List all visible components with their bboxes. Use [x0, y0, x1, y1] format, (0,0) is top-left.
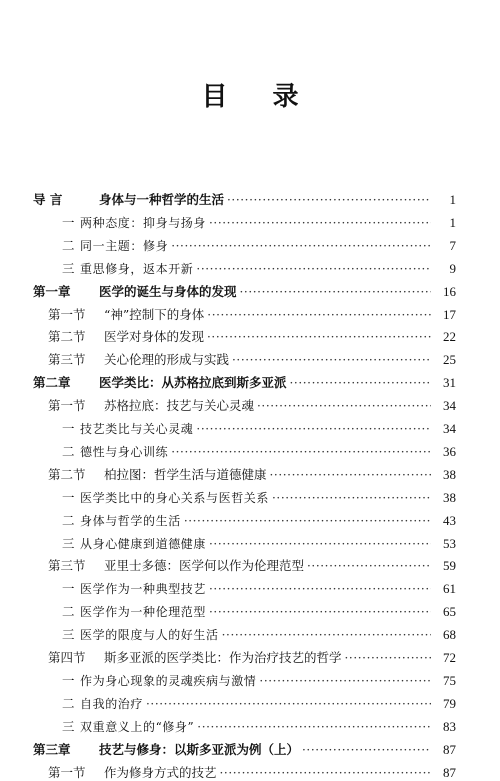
toc-entry[interactable] [0, 302, 500, 322]
toc-entry-page-number: 22 [443, 329, 456, 345]
toc-entry-title: 医学的诞生与身体的发现 [99, 283, 237, 299]
toc-entry-title: 关心伦理的形成与实践 [104, 352, 230, 368]
toc-entry[interactable] [0, 760, 500, 780]
toc-entry-number: 一 [62, 421, 75, 436]
toc-entry-page-number: 17 [443, 306, 456, 322]
toc-entry-title: 斯多亚派的医学类比：作为治疗技艺的哲学 [104, 650, 342, 665]
dot-leader [240, 285, 431, 299]
dot-leader [197, 720, 431, 734]
toc-entry-page-number: 38 [443, 489, 456, 505]
toc-entry[interactable] [0, 485, 500, 505]
toc-entry-number: 第三节 [48, 558, 86, 574]
dot-leader [184, 514, 431, 528]
toc-entry[interactable] [0, 462, 500, 482]
toc-entry[interactable] [0, 508, 500, 528]
toc-entry-title: 作为身心现象的灵魂疾病与激情 [80, 673, 257, 688]
toc-entry-page-number: 61 [443, 581, 456, 597]
toc-entry-number: 第二章 [33, 375, 71, 391]
toc-entry-title: 医学类比：从苏格拉底到斯多亚派 [99, 375, 287, 391]
toc-entry[interactable] [0, 599, 500, 619]
dot-leader [207, 330, 431, 344]
toc-entry-number: 三 [62, 535, 75, 551]
toc-entry-title: 技艺类比与关心灵魂 [80, 422, 194, 436]
toc-entry-title: 从身心健康到道德健康 [80, 536, 207, 551]
toc-entry-page-number: 75 [443, 672, 456, 688]
toc-entry-number: 第一节 [48, 306, 86, 322]
toc-entry-page-number: 65 [443, 604, 456, 620]
toc-entry-number: 导 言 [33, 192, 63, 207]
toc-entry-number: 第一章 [33, 283, 71, 299]
toc-entry-title: “神”控制下的身体 [104, 306, 205, 322]
toc-entry-number: 第三章 [33, 741, 71, 757]
toc-entry[interactable] [0, 714, 500, 734]
toc-entry-number: 二 [62, 695, 75, 711]
toc-entry-number: 二 [62, 512, 75, 528]
toc-entry[interactable] [0, 576, 500, 596]
toc-entry-page-number: 34 [443, 398, 456, 414]
toc-entry-title: 医学作为一种伦理范型 [80, 605, 207, 620]
toc-entry-title: 柏拉图：哲学生活与道德健康 [104, 466, 267, 482]
toc-entry-page-number: 1 [449, 214, 456, 230]
toc-entry-page-number: 53 [443, 535, 456, 551]
toc-entry[interactable] [0, 279, 500, 299]
dot-leader [209, 582, 431, 596]
dot-leader [171, 445, 431, 459]
toc-entry[interactable] [0, 393, 500, 413]
toc-entry-number: 二 [62, 443, 75, 459]
dot-leader [196, 262, 431, 276]
toc-entry-number: 一 [62, 672, 75, 688]
toc-entry-number: 二 [62, 604, 75, 620]
toc-entry-page-number: 9 [449, 260, 456, 276]
toc-entry[interactable] [0, 668, 500, 688]
toc-entry[interactable] [0, 416, 500, 436]
toc-entry[interactable] [0, 370, 500, 390]
dot-leader [270, 468, 431, 482]
toc-entry[interactable] [0, 553, 500, 573]
toc-entry-title: 作为修身方式的技艺 [104, 764, 217, 780]
toc-entry[interactable] [0, 737, 500, 757]
toc-entry-number: 一 [62, 214, 75, 230]
dot-leader [259, 674, 431, 688]
toc-entry-number: 第一节 [48, 764, 86, 780]
toc-entry[interactable] [0, 210, 500, 230]
toc-entry-title: 自我的治疗 [80, 696, 144, 711]
toc-entry-title: 医学的限度与人的好生活 [80, 628, 219, 643]
dot-leader [272, 491, 431, 505]
dot-leader [209, 216, 431, 230]
toc-entry-page-number: 87 [443, 764, 456, 780]
toc-entry[interactable] [0, 347, 500, 367]
dot-leader [227, 193, 431, 207]
toc-entry-number: 第三节 [48, 352, 86, 368]
toc-entry-page-number: 34 [443, 421, 456, 436]
toc-entry-page-number: 25 [443, 352, 456, 368]
toc-entry[interactable] [0, 439, 500, 459]
dot-leader [302, 743, 431, 757]
toc-entry-page-number: 83 [443, 718, 456, 734]
dot-leader [196, 422, 431, 436]
dot-leader [171, 239, 431, 253]
toc-entry-title: 重思修身，返本开新 [80, 261, 194, 276]
toc-entry-number: 三 [62, 718, 75, 734]
toc-entry-number: 三 [62, 627, 75, 643]
toc-entry[interactable] [0, 324, 500, 344]
page-title: 目 录 [201, 82, 317, 112]
toc-entry-page-number: 7 [449, 237, 456, 253]
toc-entry-page-number: 31 [443, 375, 456, 391]
toc-entry-number: 一 [62, 489, 75, 505]
toc-entry-number: 第一节 [48, 398, 86, 414]
toc-entry-title: 德性与身心训练 [80, 444, 169, 459]
toc-entry-page-number: 72 [443, 650, 456, 665]
dot-leader [209, 537, 431, 551]
toc-entry[interactable] [0, 691, 500, 711]
toc-entry[interactable] [0, 233, 500, 253]
toc-entry-page-number: 59 [443, 558, 456, 574]
toc-entry[interactable] [0, 256, 500, 276]
toc-entry-page-number: 1 [449, 192, 456, 207]
dot-leader [146, 697, 431, 711]
toc-entry-title: 医学对身体的发现 [104, 329, 205, 345]
toc-entry-page-number: 16 [443, 283, 456, 299]
toc-entry-title: 医学作为一种典型技艺 [80, 582, 207, 597]
toc-entry[interactable] [0, 531, 500, 551]
toc-entry-title: 双重意义上的“修身” [80, 719, 195, 734]
toc-entry-number: 第二节 [48, 329, 86, 345]
toc-entry[interactable] [0, 622, 500, 642]
toc-entry-page-number: 36 [443, 443, 456, 459]
toc-entry-title: 同一主题：修身 [80, 238, 169, 253]
toc-entry[interactable] [0, 187, 500, 207]
dot-leader [209, 605, 431, 619]
toc-entry[interactable] [0, 645, 500, 665]
dot-leader [207, 308, 431, 322]
toc-entry-page-number: 68 [443, 627, 456, 643]
toc-entry-page-number: 38 [443, 466, 456, 482]
dot-leader [307, 559, 431, 573]
toc-entry-number: 第四节 [48, 650, 86, 665]
toc-entry-title: 身体与哲学的生活 [80, 513, 181, 528]
toc-entry-title: 亚里士多德：医学何以作为伦理范型 [104, 558, 305, 574]
dot-leader [257, 399, 431, 413]
toc-entry-title: 医学类比中的身心关系与医哲关系 [80, 490, 270, 505]
toc-entry-title: 两种态度：抑身与扬身 [80, 215, 207, 230]
dot-leader [290, 376, 431, 390]
dot-leader [220, 766, 431, 780]
toc-entry-title: 身体与一种哲学的生活 [99, 192, 225, 207]
toc-entry-page-number: 87 [443, 741, 456, 757]
toc-entry-page-number: 43 [443, 512, 456, 528]
toc-entry-number: 二 [62, 237, 75, 253]
toc-entry-title: 技艺与修身：以斯多亚派为例（上） [99, 741, 300, 757]
dot-leader [345, 651, 431, 665]
toc-entry-number: 一 [62, 581, 75, 597]
dot-leader [232, 353, 431, 367]
toc-entry-title: 苏格拉底：技艺与关心灵魂 [104, 398, 255, 414]
toc-entry-page-number: 79 [443, 695, 456, 711]
toc-entry-number: 第二节 [48, 466, 86, 482]
toc-entry-number: 三 [62, 260, 75, 276]
dot-leader [222, 628, 431, 642]
